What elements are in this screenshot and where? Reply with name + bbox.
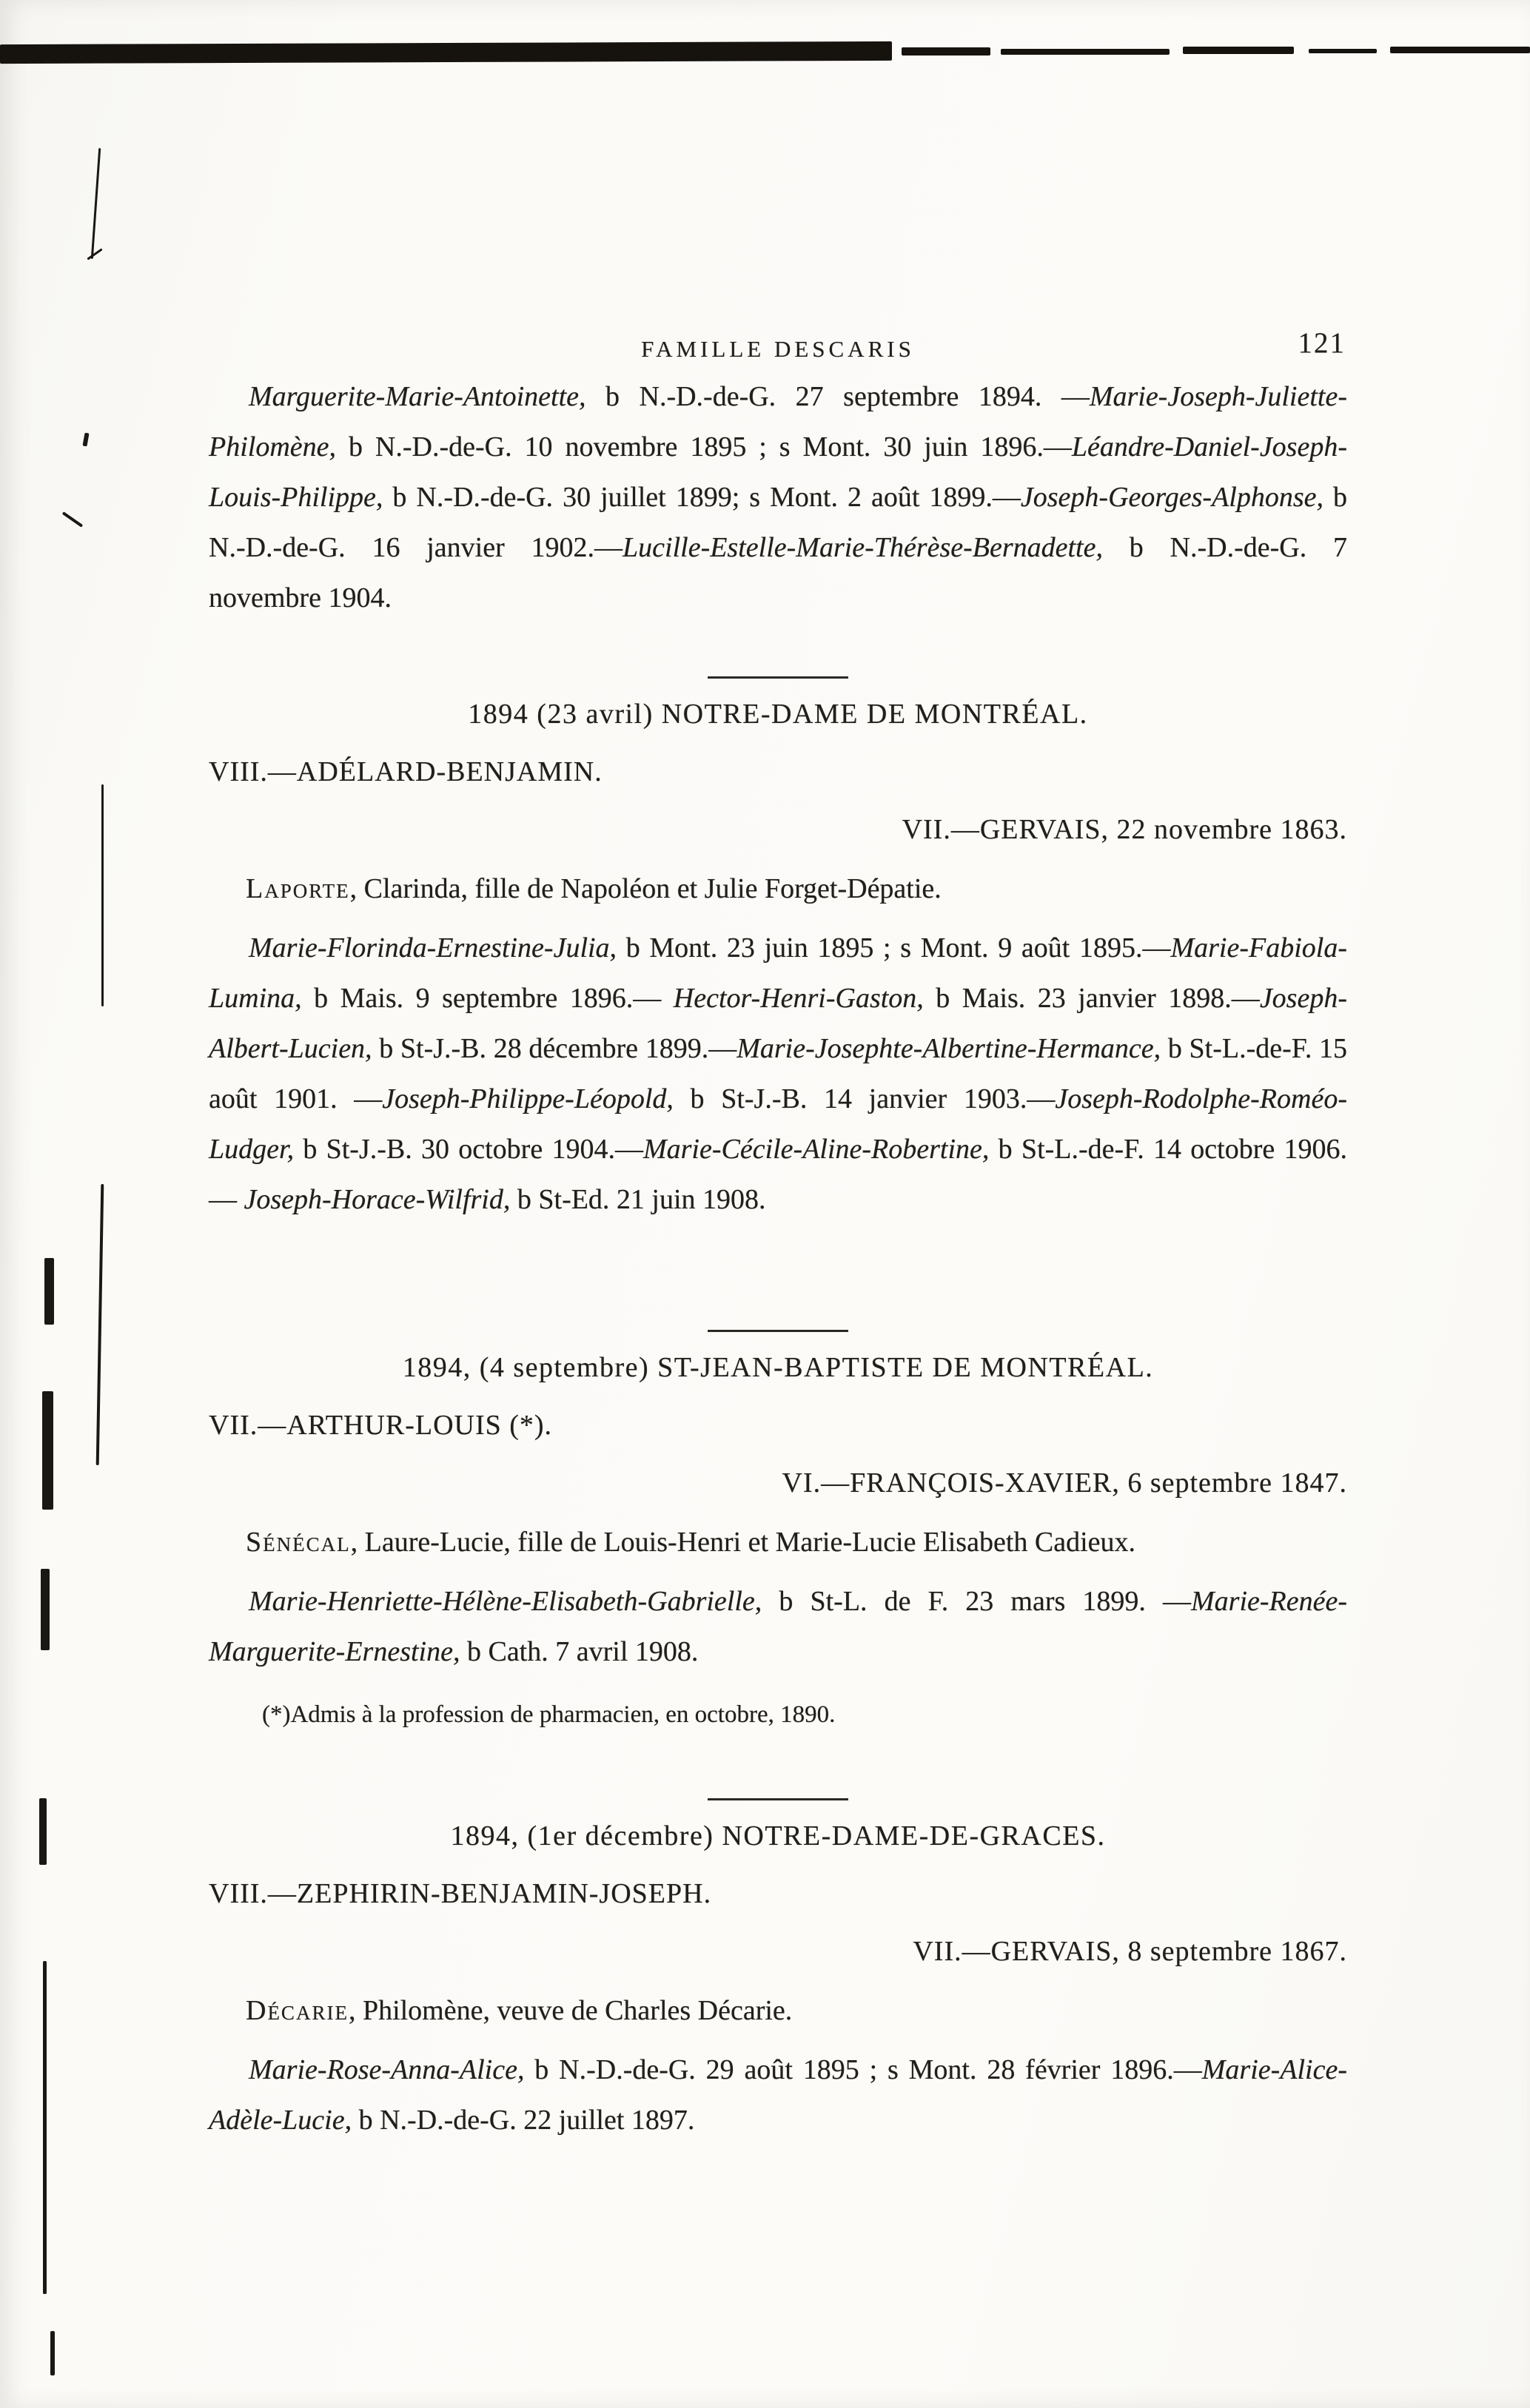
section-divider	[708, 676, 848, 679]
text-segment: Marie-Joseph-Juliette-Philomène,	[209, 381, 1347, 463]
text-segment: b N.-D.-de-G. 10 novembre 1895 ; s Mont. 30 juin 1896.—	[336, 431, 1072, 463]
scan-top-edge-artifact	[1001, 49, 1170, 55]
text-segment: Marie-Rose-Anna-Alice,	[249, 2054, 525, 2085]
footnote: (*)Admis à la profession de pharmacien, en octobre, 1890.	[262, 1701, 836, 1728]
entry-heading: 1894, (4 septembre) ST-JEAN-BAPTISTE DE MONTRÉAL.	[402, 1352, 1154, 1383]
children-paragraph	[209, 1576, 1347, 1677]
text-segment: b Cath. 7 avril 1908.	[460, 1636, 699, 1667]
text-segment: , Laure-Lucie, fille de Louis-Henri et Marie-Lucie Elisabeth Cadieux.	[350, 1527, 1136, 1558]
text-segment: b St-L. de F. 23 mars 1899. —	[762, 1586, 1191, 1617]
parents-line	[209, 864, 1347, 914]
text-segment: b N.-D.-de-G. 16 janvier 1902.—	[209, 482, 1347, 563]
generation-line: VI.—FRANÇOIS-XAVIER, 6 septembre 1847.	[782, 1467, 1347, 1499]
family-entry	[209, 1811, 1347, 2145]
text-segment: Joseph-Philippe-Léopold,	[382, 1083, 674, 1114]
text-segment: Décarie	[246, 1995, 349, 2026]
scan-margin-artifact	[44, 1258, 54, 1325]
text-segment: Hector-Henri-Gaston,	[673, 983, 924, 1014]
scan-margin-artifact	[87, 248, 102, 260]
generation-line: VII.—ARTHUR-LOUIS (*).	[209, 1410, 553, 1441]
text-segment: b N.-D.-de-G. 27 septembre 1894. —	[586, 381, 1090, 412]
text-segment: Joseph-Horace-Wilfrid,	[244, 1184, 511, 1215]
text-segment: b St-J.-B. 14 janvier 1903.—	[673, 1083, 1056, 1114]
text-segment: b Mais. 9 septembre 1896.—	[301, 983, 674, 1014]
running-head	[209, 318, 1347, 371]
generation-line: VII.—GERVAIS, 22 novembre 1863.	[902, 814, 1347, 845]
text-segment: b Mais. 23 janvier 1898.—	[923, 983, 1260, 1014]
scan-margin-artifact	[43, 1961, 47, 2294]
scan-margin-artifact	[101, 784, 104, 1006]
generation-line: VIII.—ZEPHIRIN-BENJAMIN-JOSEPH.	[209, 1878, 712, 1909]
section-divider	[708, 1798, 848, 1800]
text-segment: b N.-D.-de-G. 22 juillet 1897.	[352, 2105, 695, 2136]
scan-margin-artifact	[50, 2331, 55, 2375]
text-segment: , Clarinda, fille de Napoléon et Julie Forget-Dépatie.	[349, 873, 942, 904]
text-segment: b St-J.-B. 30 octobre 1904.—	[294, 1134, 643, 1165]
scan-top-edge-artifact	[902, 47, 990, 56]
text-segment: Marie-Florinda-Ernestine-Julia,	[249, 932, 617, 963]
entry-heading: 1894, (1er décembre) NOTRE-DAME-DE-GRACES.	[450, 1820, 1106, 1852]
text-segment: Laporte	[246, 873, 350, 904]
text-segment: b St-L.-de-F. 15 août 1901. —	[209, 1033, 1347, 1114]
scan-top-edge-artifact	[0, 41, 892, 64]
children-paragraph	[209, 923, 1347, 1225]
scan-top-edge-artifact	[1309, 49, 1377, 53]
parents-line	[209, 1517, 1347, 1567]
text-segment: b Mont. 23 juin 1895 ; s Mont. 9 août 1895.—	[617, 932, 1171, 963]
text-segment: Marie-Alice-Adèle-Lucie,	[209, 2054, 1347, 2136]
scan-top-edge-artifact	[1390, 47, 1530, 53]
text-column	[209, 318, 1347, 2145]
entry-heading: 1894 (23 avril) NOTRE-DAME DE MONTRÉAL.	[468, 699, 1088, 730]
text-segment: Marie-Cécile-Aline-Robertine,	[642, 1134, 990, 1165]
text-segment: , Philomène, veuve de Charles Décarie.	[348, 1995, 793, 2026]
text-segment: b N.-D.-de-G. 7 novembre 1904.	[209, 532, 1347, 613]
text-segment: Léandre-Daniel-Joseph-Louis-Philippe,	[209, 431, 1347, 513]
text-segment: Marie-Renée-Marguerite-Ernestine,	[209, 1586, 1347, 1667]
generation-line: VII.—GERVAIS, 8 septembre 1867.	[913, 1936, 1347, 1967]
scan-top-edge-artifact	[1183, 47, 1294, 54]
scan-margin-artifact	[82, 433, 89, 447]
text-segment: Joseph-Albert-Lucien,	[209, 983, 1347, 1064]
intro-children-paragraph	[209, 371, 1347, 623]
scan-margin-artifact	[91, 148, 101, 259]
text-segment: Joseph-Rodolphe-Roméo-Ludger,	[209, 1083, 1347, 1165]
family-entry	[209, 1342, 1347, 1736]
text-segment: b N.-D.-de-G. 30 juillet 1899; s Mont. 2 août 1899.—	[383, 482, 1021, 513]
text-segment: b N.-D.-de-G. 29 août 1895 ; s Mont. 28 février 1896.—	[524, 2054, 1202, 2085]
children-paragraph	[209, 2045, 1347, 2145]
page-number: 121	[1298, 327, 1346, 359]
parents-line	[209, 1985, 1347, 2036]
text-segment: Marie-Josephte-Albertine-Hermance,	[737, 1033, 1161, 1064]
text-segment: Lucille-Estelle-Marie-Thérèse-Bernadette,	[623, 532, 1103, 563]
scan-margin-artifact	[39, 1798, 47, 1865]
running-head-title: FAMILLE DESCARIS	[641, 336, 915, 362]
text-segment: Marie-Henriette-Hélène-Elisabeth-Gabrielle,	[249, 1586, 762, 1617]
text-segment: b St-J.-B. 28 décembre 1899.—	[372, 1033, 737, 1064]
text-segment: Joseph-Georges-Alphonse,	[1020, 482, 1323, 513]
text-segment: Marie-Fabiola-Lumina,	[209, 932, 1347, 1014]
scan-margin-artifact	[96, 1184, 104, 1465]
generation-line: VIII.—ADÉLARD-BENJAMIN.	[209, 756, 603, 787]
section-divider	[708, 1330, 848, 1332]
text-segment: Sénécal	[246, 1527, 351, 1558]
scan-margin-artifact	[62, 511, 84, 528]
family-entry	[209, 689, 1347, 1225]
text-segment: b St-L.-de-F. 14 octobre 1906.—	[209, 1134, 1347, 1215]
text-segment: Marguerite-Marie-Antoinette,	[249, 381, 586, 412]
scan-margin-artifact	[41, 1569, 50, 1650]
text-segment: b St-Ed. 21 juin 1908.	[510, 1184, 766, 1215]
scan-margin-artifact	[42, 1391, 53, 1510]
